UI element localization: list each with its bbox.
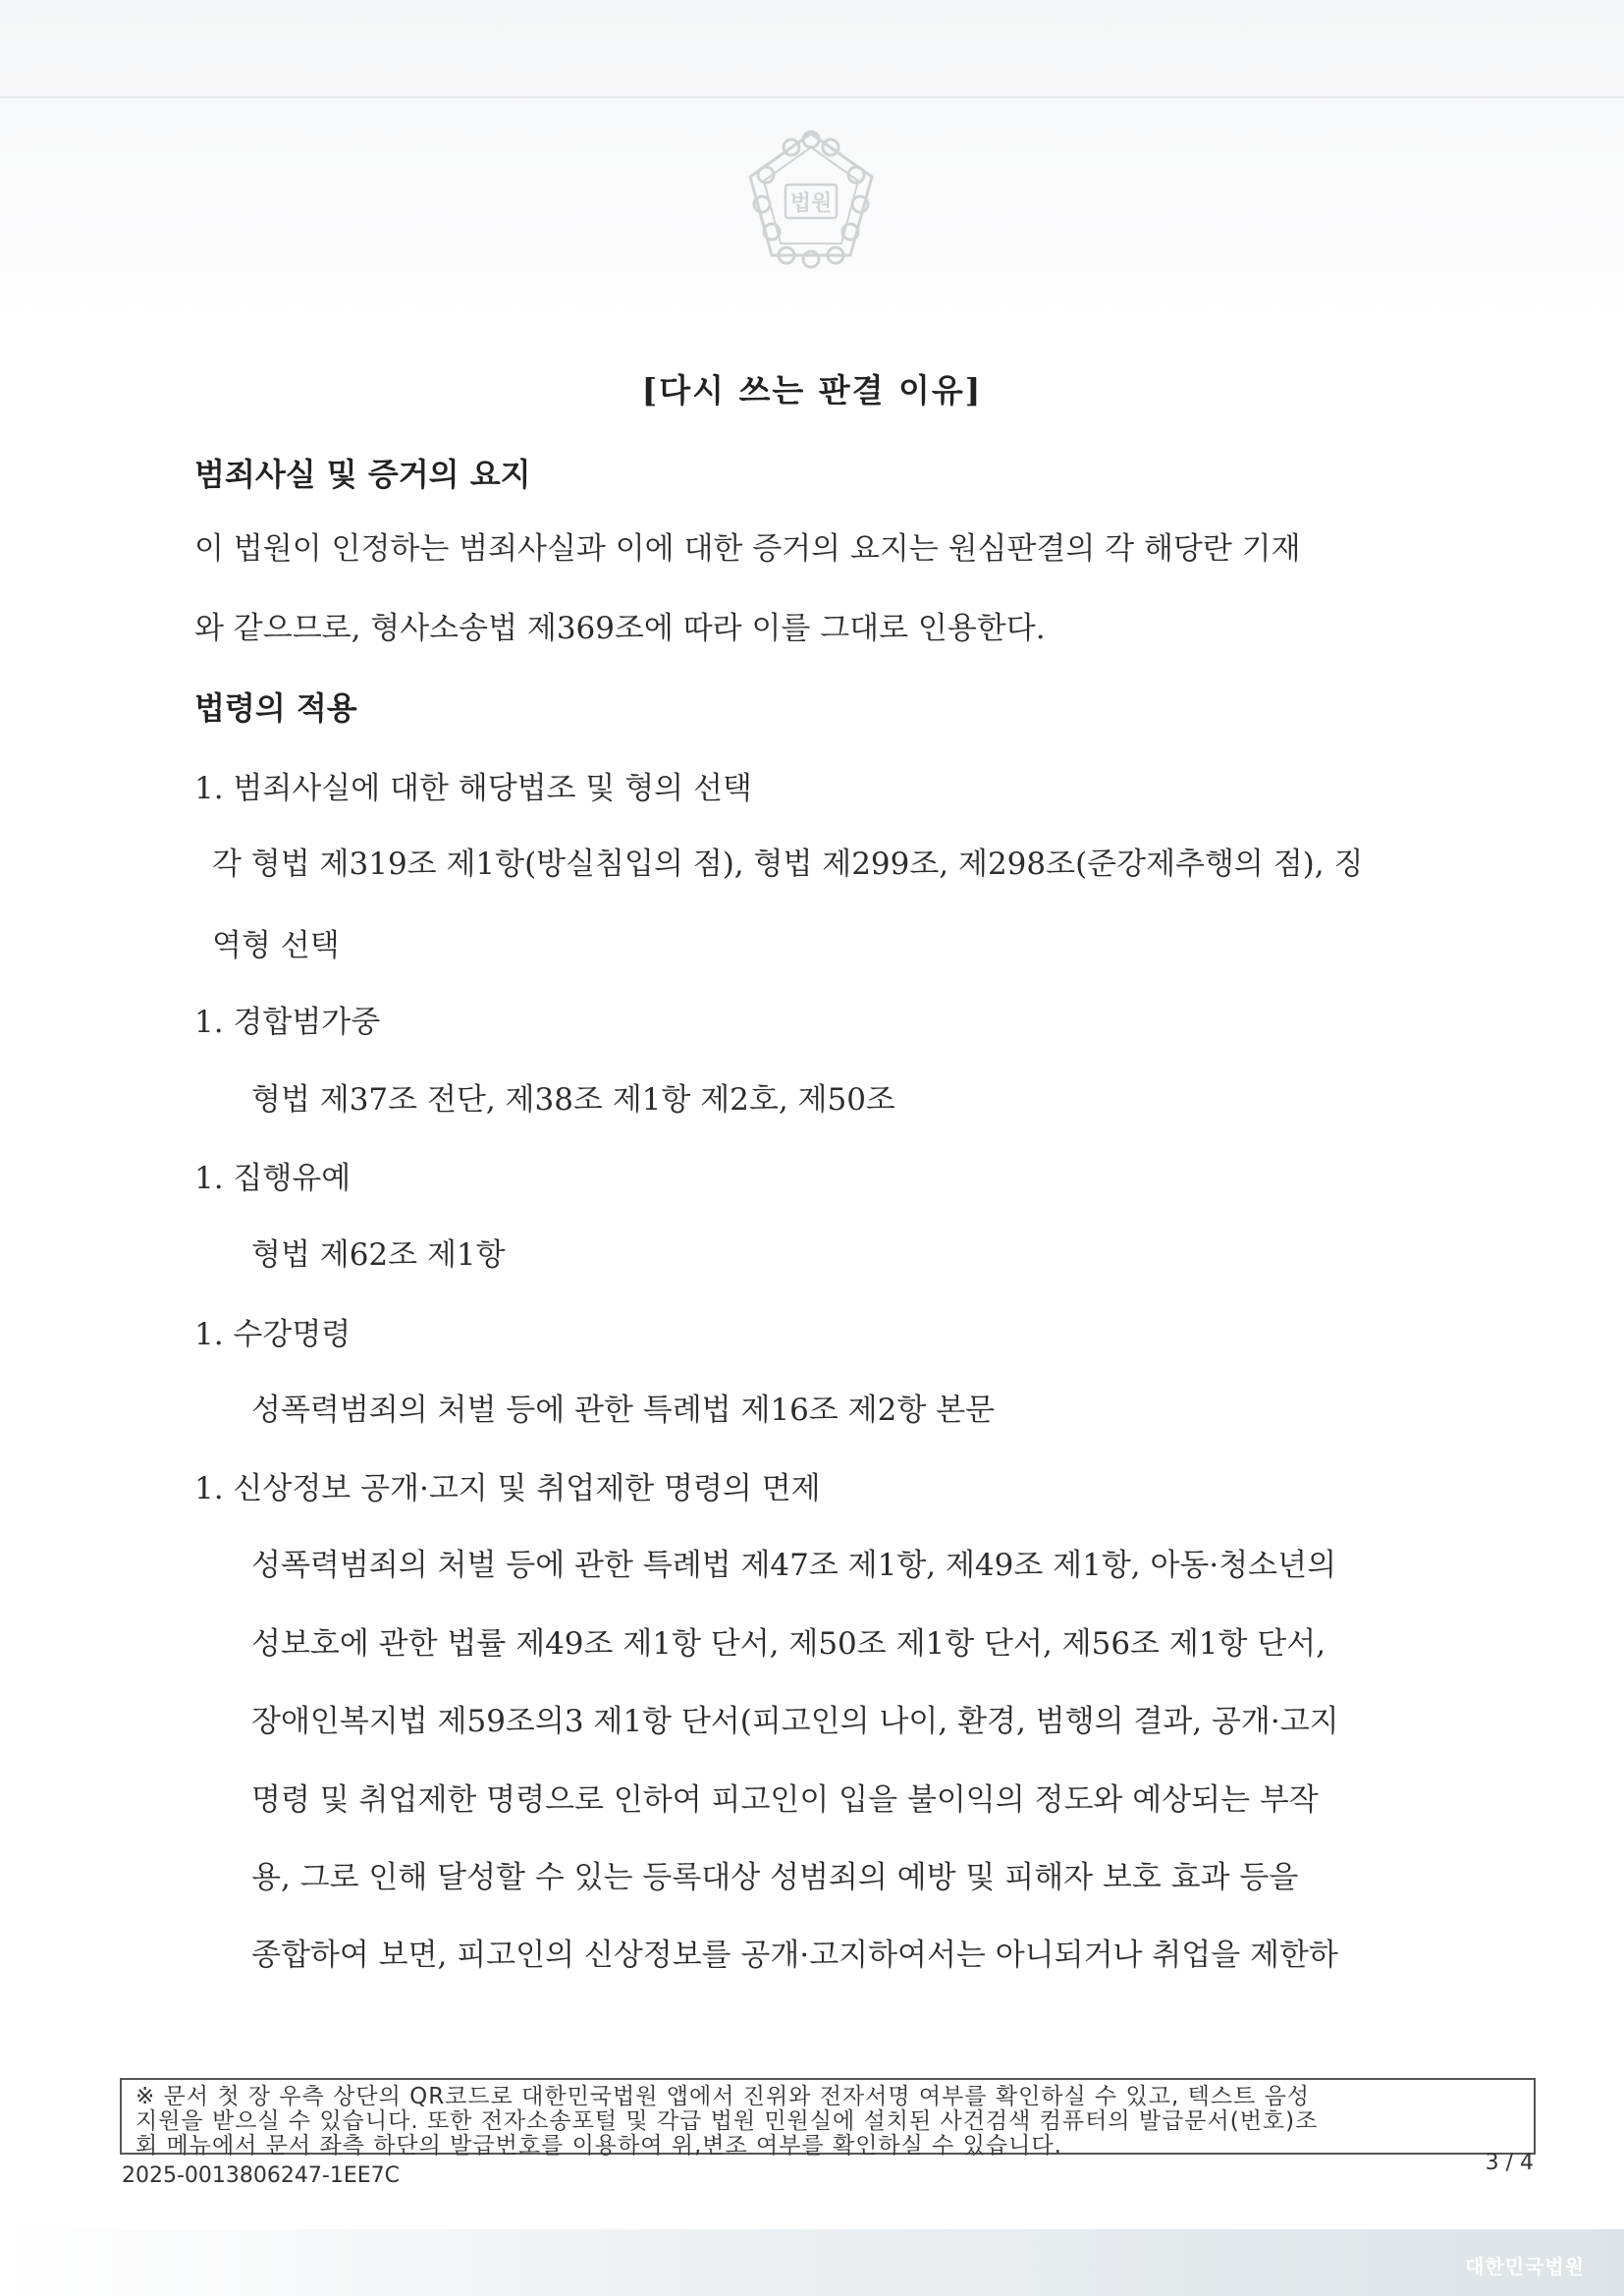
item-title-2: 1. 경합범가중 bbox=[194, 1005, 381, 1040]
facts-text-line-1: 이 법원이 인정하는 범죄사실과 이에 대한 증거의 요지는 원심판결의 각 해당란 기재 bbox=[194, 531, 1301, 567]
item-title-4: 1. 수강명령 bbox=[194, 1317, 352, 1352]
item-1-line-1: 각 형법 제319조 제1항(방실침입의 점), 형법 제299조, 제298조(준강제추행의 점), 징 bbox=[212, 847, 1364, 882]
page-number: 3 / 4 bbox=[1485, 2151, 1534, 2175]
facts-text-line-2: 와 같으므로, 형사소송법 제369조에 따라 이를 그대로 인용한다. bbox=[194, 611, 1046, 646]
item-5-line-6: 종합하여 보면, 피고인의 신상정보를 공개·고지하여서는 아니되거나 취업을 제한하 bbox=[251, 1938, 1338, 1973]
item-5-line-5: 용, 그로 인해 달성할 수 있는 등록대상 성범죄의 예방 및 피해자 보호 효과 등을 bbox=[251, 1860, 1299, 1895]
footer-band bbox=[0, 2229, 1624, 2296]
item-5-line-4: 명령 및 취업제한 명령으로 인하여 피고인이 입을 불이익의 정도와 예상되는 부작 bbox=[251, 1782, 1319, 1818]
section-heading-facts: 범죄사실 및 증거의 요지 bbox=[194, 456, 531, 493]
verification-notice-box bbox=[120, 2078, 1536, 2159]
item-title-3: 1. 집행유예 bbox=[194, 1161, 352, 1196]
court-watermark: 대한민국법원 bbox=[1465, 2255, 1585, 2278]
item-5-line-3: 장애인복지법 제59조의3 제1항 단서(피고인의 나이, 환경, 범행의 결과, 공개·고지 bbox=[251, 1704, 1339, 1739]
court-seal-icon bbox=[742, 126, 880, 273]
svg-text:법원: 법원 bbox=[789, 191, 833, 216]
item-5-line-1: 성폭력범죄의 처벌 등에 관한 특례법 제47조 제1항, 제49조 제1항, 아동·청소년의 bbox=[251, 1548, 1337, 1583]
item-2-line-1: 형법 제37조 전단, 제38조 제1항 제2호, 제50조 bbox=[251, 1082, 895, 1118]
document-number: 2025-0013806247-1EE7C bbox=[122, 2163, 400, 2188]
header-rule bbox=[0, 96, 1624, 98]
item-title-5: 1. 신상정보 공개·고지 및 취업제한 명령의 면제 bbox=[194, 1471, 821, 1506]
item-title-1: 1. 범죄사실에 대한 해당법조 및 형의 선택 bbox=[194, 771, 752, 806]
notice-line-1: ※ 문서 첫 장 우측 상단의 QR코드로 대한민국법원 앱에서 진위와 전자서명 여부를 확인하실 수 있고, 텍스트 음성 bbox=[135, 2084, 1311, 2109]
section-heading-law: 법령의 적용 bbox=[194, 689, 357, 727]
item-4-line-1: 성폭력범죄의 처벌 등에 관한 특례법 제16조 제2항 본문 bbox=[251, 1393, 996, 1428]
item-5-line-2: 성보호에 관한 법률 제49조 제1항 단서, 제50조 제1항 단서, 제56조 제1항 단서, bbox=[251, 1626, 1326, 1662]
page-title: [다시 쓰는 판결 이유] bbox=[641, 371, 983, 410]
notice-line-3: 회 메뉴에서 문서 좌측 하단의 발급번호를 이용하여 위,변조 여부를 확인하실 수 있습니다. bbox=[135, 2133, 1062, 2159]
notice-line-2: 지원을 받으실 수 있습니다. 또한 전자소송포털 및 각급 법원 민원실에 설치된 사건검색 컴퓨터의 발급문서(번호)조 bbox=[135, 2108, 1319, 2134]
item-3-line-1: 형법 제62조 제1항 bbox=[251, 1237, 506, 1273]
item-1-line-2: 역형 선택 bbox=[212, 928, 340, 963]
